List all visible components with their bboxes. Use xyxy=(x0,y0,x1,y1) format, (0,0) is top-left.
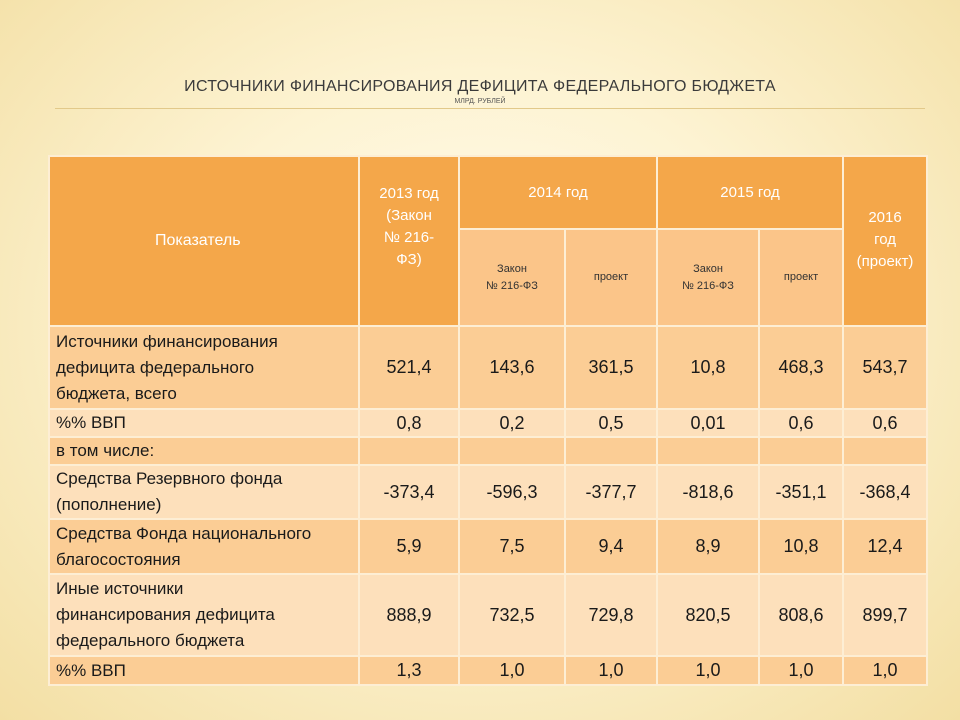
value-cell xyxy=(359,437,459,465)
row-label-line: финансирования дефицита xyxy=(56,605,275,624)
title-divider xyxy=(55,108,925,109)
subheader-2014-law xyxy=(459,229,565,326)
header-2016 xyxy=(843,156,927,326)
header-row-top xyxy=(49,156,927,229)
row-label-line: в том числе: xyxy=(56,441,155,460)
row-label-line: %% ВВП xyxy=(56,660,126,680)
table-row xyxy=(49,574,927,656)
value-cell: -373,4 xyxy=(359,465,459,519)
value-cell: 729,8 xyxy=(565,574,657,656)
table-row xyxy=(49,656,927,685)
value-cell: 361,5 xyxy=(565,326,657,409)
row-label-line: федерального бюджета xyxy=(56,631,245,650)
value-cell: 0,6 xyxy=(843,409,927,437)
header-2016-line: (проект) xyxy=(856,253,914,270)
value-cell: -377,7 xyxy=(565,465,657,519)
value-cell: -818,6 xyxy=(657,465,759,519)
value-cell: 0,2 xyxy=(459,409,565,437)
value-cell xyxy=(565,437,657,465)
header-indicator: Показатель xyxy=(49,156,359,326)
row-label-line: Средства Фонда национального xyxy=(56,523,312,543)
row-label xyxy=(49,656,359,685)
row-label-line: дефицита федерального xyxy=(56,357,255,377)
row-label xyxy=(49,465,359,519)
row-label-line: благосостояния xyxy=(56,549,181,569)
row-label-line: %% ВВП xyxy=(56,413,126,432)
header-2014: 2014 год xyxy=(459,156,657,229)
header-2013-line: № 216- xyxy=(383,229,435,246)
value-cell: 10,8 xyxy=(759,519,843,574)
row-label xyxy=(49,519,359,574)
value-cell: 5,9 xyxy=(359,519,459,574)
value-cell xyxy=(459,437,565,465)
value-cell: 1,0 xyxy=(459,656,565,685)
subheader-line: № 216-ФЗ xyxy=(682,279,734,292)
value-cell: 1,0 xyxy=(843,656,927,685)
value-cell: 468,3 xyxy=(759,326,843,409)
row-label-line: бюджета, всего xyxy=(56,383,177,403)
subheader-line: Закон xyxy=(693,262,723,275)
value-cell xyxy=(657,437,759,465)
slide-title: ИСТОЧНИКИ ФИНАНСИРОВАНИЯ ДЕФИЦИТА ФЕДЕРАЛЬНОГО БЮДЖЕТА xyxy=(184,78,776,95)
header-2013 xyxy=(359,156,459,326)
value-cell xyxy=(843,437,927,465)
value-cell: -368,4 xyxy=(843,465,927,519)
row-label-line: Средства Резервного фонда xyxy=(56,469,283,488)
subheader-2015-project: проект xyxy=(759,229,843,326)
value-cell: 899,7 xyxy=(843,574,927,656)
row-label xyxy=(49,409,359,437)
value-cell: -351,1 xyxy=(759,465,843,519)
value-cell: 820,5 xyxy=(657,574,759,656)
row-label xyxy=(49,574,359,656)
value-cell: 521,4 xyxy=(359,326,459,409)
subheader-2015-law xyxy=(657,229,759,326)
table-row xyxy=(49,409,927,437)
header-2015: 2015 год xyxy=(657,156,843,229)
subheader-line: № 216-ФЗ xyxy=(486,279,538,292)
row-label-line: (пополнение) xyxy=(56,495,162,514)
value-cell: 1,0 xyxy=(657,656,759,685)
value-cell: 7,5 xyxy=(459,519,565,574)
value-cell: 10,8 xyxy=(657,326,759,409)
value-cell: 0,5 xyxy=(565,409,657,437)
slide-subtitle: МЛРД. РУБЛЕЙ xyxy=(454,98,506,105)
value-cell: 9,4 xyxy=(565,519,657,574)
table-row xyxy=(49,326,927,409)
value-cell: 543,7 xyxy=(843,326,927,409)
value-cell: -596,3 xyxy=(459,465,565,519)
value-cell: 0,8 xyxy=(359,409,459,437)
subheader-2014-project: проект xyxy=(565,229,657,326)
value-cell: 12,4 xyxy=(843,519,927,574)
subheader-line: Закон xyxy=(497,262,527,275)
value-cell: 1,0 xyxy=(565,656,657,685)
table-row xyxy=(49,437,927,465)
header-2016-line: 2016 xyxy=(868,209,902,226)
value-cell: 1,3 xyxy=(359,656,459,685)
value-cell: 808,6 xyxy=(759,574,843,656)
header-2016-line: год xyxy=(874,231,896,248)
row-label xyxy=(49,437,359,465)
table-row xyxy=(49,519,927,574)
value-cell: 0,01 xyxy=(657,409,759,437)
header-2013-line: 2013 год xyxy=(379,185,439,202)
value-cell: 8,9 xyxy=(657,519,759,574)
table-body xyxy=(49,326,927,685)
value-cell: 0,6 xyxy=(759,409,843,437)
table-row xyxy=(49,465,927,519)
header-2013-line: (Закон xyxy=(386,207,432,224)
value-cell: 732,5 xyxy=(459,574,565,656)
value-cell: 143,6 xyxy=(459,326,565,409)
budget-table xyxy=(48,155,928,686)
value-cell: 888,9 xyxy=(359,574,459,656)
header-2013-line: ФЗ) xyxy=(396,251,422,268)
value-cell: 1,0 xyxy=(759,656,843,685)
value-cell xyxy=(759,437,843,465)
row-label-line: Иные источники xyxy=(56,579,184,598)
row-label-line: Источники финансирования xyxy=(56,331,278,351)
row-label xyxy=(49,326,359,409)
